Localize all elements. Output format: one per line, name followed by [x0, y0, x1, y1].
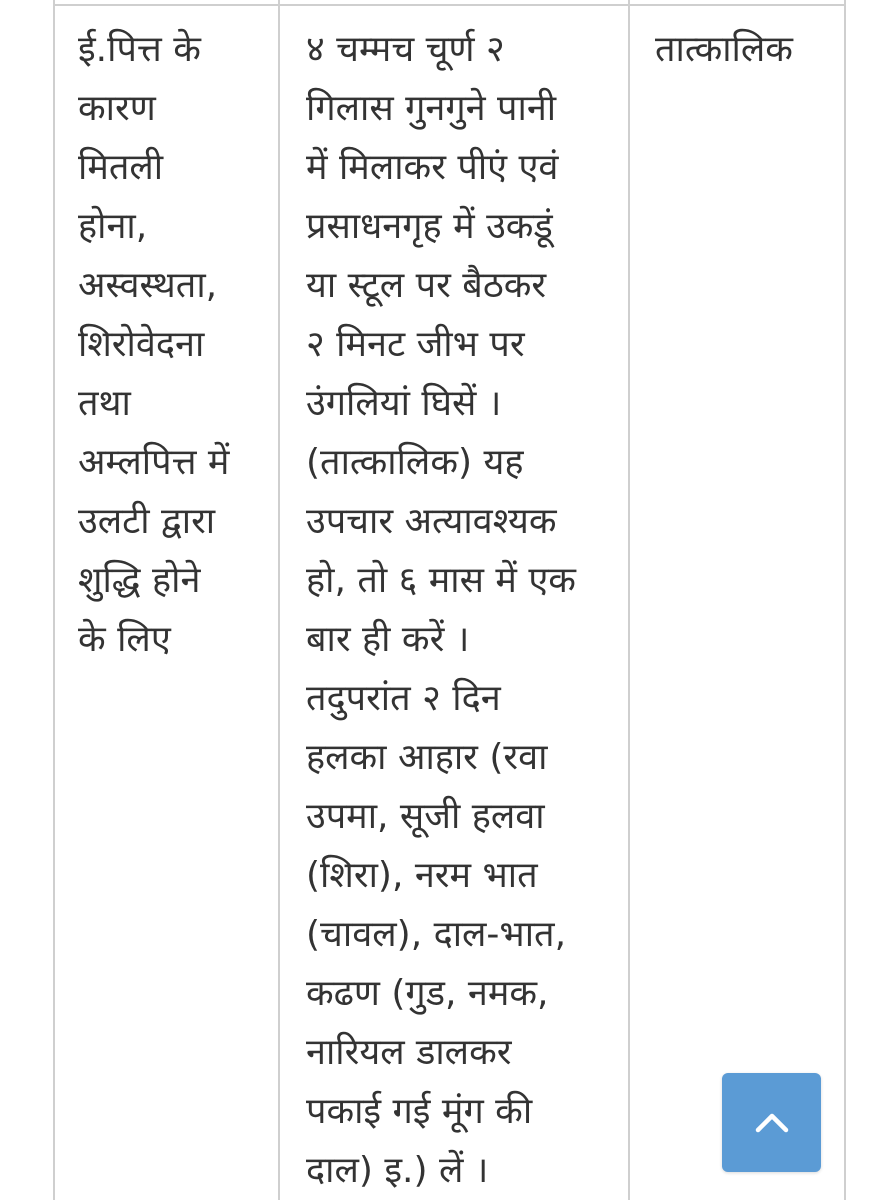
table-top-border [53, 4, 846, 6]
column-divider-1 [278, 0, 280, 1200]
column-divider-2 [628, 0, 630, 1200]
condition-cell: ई.पित्त के कारण मितली होना, अस्वस्थता, शिरोवेदना तथा अम्लपित्त में उलटी द्वारा शुद्धि होने के लिए [78, 29, 230, 660]
chevron-up-icon [752, 1103, 792, 1143]
table-right-border [844, 0, 846, 1200]
timing-cell: तात्कालिक [655, 29, 793, 70]
table-left-border [53, 0, 55, 1200]
remedy-cell: ४ चम्मच चूर्ण २ गिलास गुनगुने पानी में मिलाकर पीएं एवं प्रसाधनगृह में उकडूं या स्टूल पर बैठकर २ मिनट जीभ पर उंगलियां घिसें । (तात्कालिक) यह उपचार अत्यावश्यक हो, तो ६ मास में एक बार ही करें । तदुपरांत २ दिन हलका आहार (रवा उपमा, सूजी हलवा (शिरा), नरम भात (चावल), दाल-भात, कढण (गुड, नमक, नारियल डालकर पकाई गई मूंग की दाल) इ.) लें । [306, 29, 576, 1191]
scroll-to-top-button[interactable] [722, 1073, 821, 1172]
